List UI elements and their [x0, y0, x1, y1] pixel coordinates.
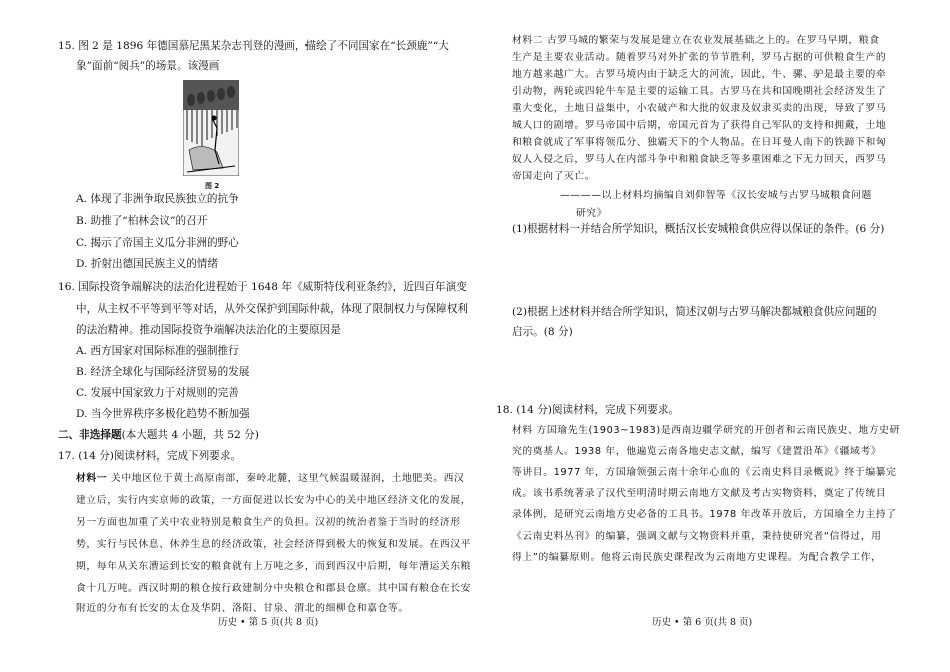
source-citation-line2: 研究》 [576, 208, 608, 219]
cartoon-illustration [183, 80, 239, 176]
material1-line2: 建立后，实行内实京师的政策，一方面促进以长安为中心的关中地区经济文化的发展， [76, 495, 472, 506]
material18-line6: 《云南史料丛刊》的编纂，强调文献与文物资料并重，秉持使研究者“信得过，用 [512, 531, 882, 542]
q16-option-d: D. 当今世界秩序多极化趋势不断加强 [76, 408, 250, 420]
material2-line1: 材料二 古罗马城的繁荣与发展是建立在农业发展基础之上的。在罗马早期，粮食 [512, 35, 880, 46]
source-citation-line1: ————以上材料均摘编自刘仰智等《汉长安城与古罗马城粮食问题 [560, 190, 872, 201]
material2-line7: 和粮食就成了军事将领瓜分、独霸天下的个人物品。在日耳曼人南下的铁蹄下和匈 [512, 137, 887, 148]
material1-line6: 食十几万吨。西汉时期的粮仓按行政建制分中央粮仓和郡县仓廪。其中国有粮仓在长安 [76, 583, 472, 594]
page-footer-left: 历史 • 第 5 页(共 8 页) [218, 617, 319, 628]
material2-line8: 奴人入侵之后，罗马人在内部斗争中和粮食缺乏等多重困难之下无力回天，西罗马 [512, 154, 887, 165]
material2-line9: 帝国走向了灭亡。 [512, 171, 596, 182]
q15-option-c: C. 揭示了帝国主义瓜分非洲的野心 [76, 237, 239, 249]
material18-line3: 等讲目。1977 年，方国瑜领强云南十余年心血的《云南史料目录概说》终于编纂完 [512, 467, 897, 478]
material2-line2: 生产是主要农业活动。随着罗马对外扩张的节节胜利，罗马占据的可供粮食生产的 [512, 52, 887, 63]
q16-stem-line1: 16. 国际投资争端解决的法治化进程始于 1648 年《威斯特伐利亚条约》，近四百年演变 [58, 281, 467, 293]
material1-label: 材料一 [76, 473, 108, 484]
q17-part1: (1)根据材料一并结合所学知识，概括汉长安城粮食供应得以保证的条件。(6 分) [512, 223, 885, 235]
section2-heading [58, 425, 259, 446]
material1-line4: 势，实行与民休息、休养生息的经济政策，社会经济得到极大的恢复和发展。在西汉平 [76, 539, 472, 550]
q15-option-b: B. 助推了“柏林会议”的召开 [76, 215, 208, 227]
page-footer-right: 历史 • 第 6 页(共 8 页) [652, 617, 753, 628]
q16-option-c: C. 发展中国家致力于对规则的完善 [76, 387, 239, 399]
q16-option-b: B. 经济全球化与国际经济贸易的发展 [76, 366, 250, 378]
figure-caption: 图 2 [205, 182, 220, 190]
material18-line5: 录体例，是研究云南地方史必备的工具书。1978 年改革开放后，方国瑜全力主持了 [512, 509, 897, 520]
material2-line4: 引动物，两轮或四轮牛车是主要的运输工具。古罗马在共和国晚期社会经济发生了 [512, 86, 887, 97]
q17-part2-line2: 启示。(8 分) [512, 326, 573, 338]
q17-heading: 17. (14 分)阅读材料，完成下列要求。 [58, 450, 242, 462]
material2-line5: 重大变化，土地日益集中，小农破产和大批的奴隶及奴隶买卖的出现，导致了罗马 [512, 103, 887, 114]
section2-title: 二、非选择题 [58, 429, 122, 441]
material1-line1 [76, 468, 464, 489]
material1-line5: 期，每年从关东漕运到长安的粮食就有上万吨之多，而到西汉中后期，每年漕运关东粮 [76, 561, 472, 572]
q15-stem-line2: 象”面前“阅兵”的场景。该漫画 [76, 60, 220, 72]
material18-line1: 材料 方国瑜先生(1903~1983)是西南边疆学研究的开创者和云南民族史、地方史研 [512, 425, 900, 436]
material18-line2: 究的奠基人。1938 年，他遍览云南各地史志文献，编写《建置沿革》《疆域考》 [512, 446, 882, 457]
material18-line7: 得上”的编纂原则。他将云南民族史课程改为云南地方史课程。为配合教学工作， [512, 552, 882, 563]
q18-heading: 18. (14 分)阅读材料，完成下列要求。 [496, 404, 680, 416]
q16-stem-line2: 中，从主权不平等到平等对话，从外交保护到国际仲裁，体现了限制权力与保障权利 [76, 303, 468, 315]
material1-line3: 另一方面也加重了关中农业特别是粮食生产的负担。汉初的统治者鉴于当时的经济形 [76, 517, 461, 528]
q16-option-a: A. 西方国家对国际标准的强制推行 [76, 345, 239, 357]
q17-part2-line1: (2)根据上述材料并结合所学知识，简述汉朝与古罗马解决都城粮食供应问题的 [512, 306, 877, 318]
q16-stem-line3: 的法治精神。推动国际投资争端解决法治化的主要原因是 [76, 324, 341, 336]
material1-line7: 附近的分布有长安的太仓及华阴、洛阳、甘泉、渭北的细柳仓和嘉仓等。 [76, 603, 409, 614]
q15-option-a: A. 体现了非洲争取民族独立的抗争 [76, 193, 239, 205]
material1-text-1: 关中地区位于黄土高原南部，秦岭北麓，这里气候温暖湿润，土地肥美。西汉 [107, 473, 465, 484]
q15-stem-line1: 15. 图 2 是 1896 年德国慕尼黑某杂志刊登的漫画，描绘了不同国家在“长颈鹿”“大 [58, 40, 449, 52]
material2-line6: 城人口的剧增。罗马帝国中后期，帝国元首为了获得自己军队的支持和拥戴，土地 [512, 120, 887, 131]
section2-note: (本大题共 4 小题，共 52 分) [121, 429, 259, 441]
q15-option-d: D. 折射出德国民族主义的情绪 [76, 258, 218, 270]
material18-line4: 成。该书系统著录了汉代至明清时期云南地方文献及考古实物资料，奠定了传统目 [512, 488, 887, 499]
material2-line3: 地方越来越广大。古罗马境内由于缺乏大的河流，因此，牛、骡、驴是最主要的牵 [512, 69, 887, 80]
